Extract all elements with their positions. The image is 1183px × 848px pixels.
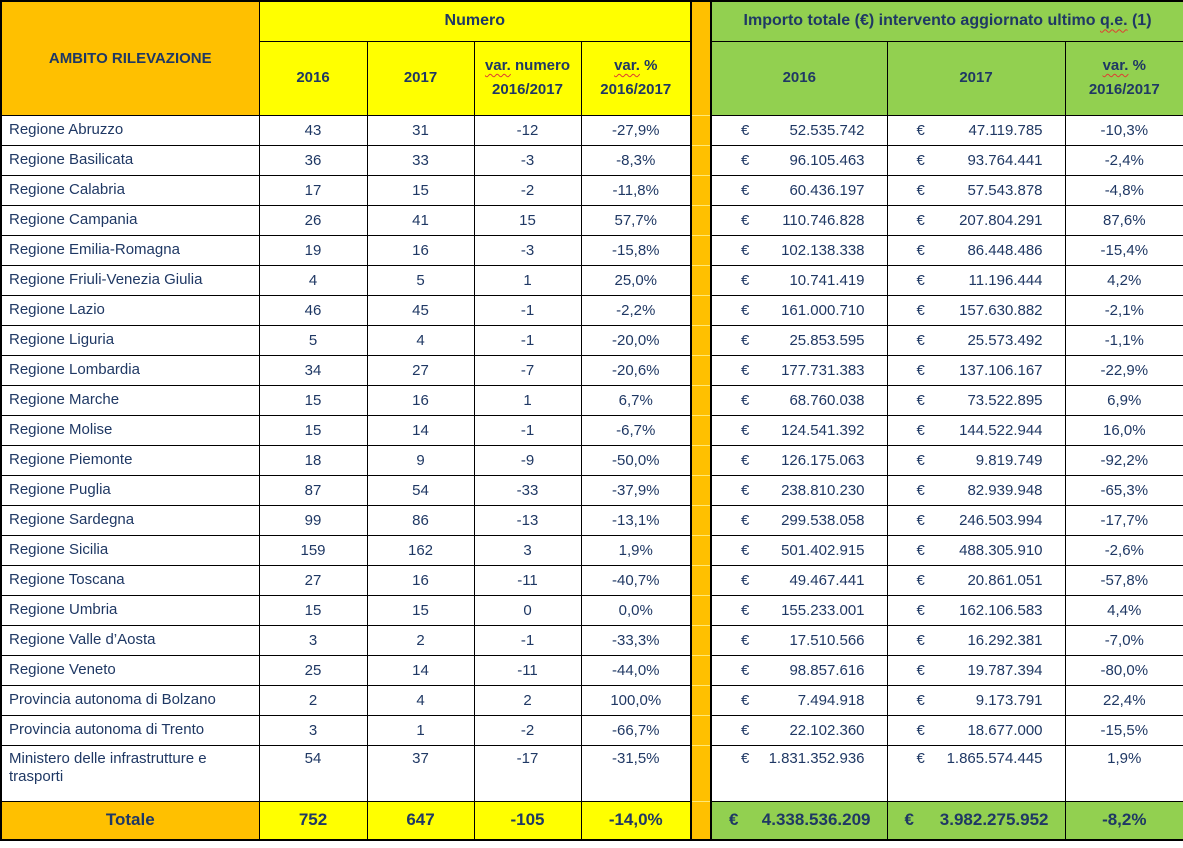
- spellchecked-word: var.: [614, 57, 640, 74]
- row-label: Regione Veneto: [1, 655, 259, 685]
- euro-symbol: €: [741, 421, 750, 439]
- cell-var_pct: 57,7%: [581, 205, 691, 235]
- cell-imp2017: € 73.522.895: [887, 385, 1065, 415]
- cell-n2016: 3: [259, 625, 367, 655]
- total-label: Totale: [1, 801, 259, 840]
- euro-symbol: €: [741, 301, 750, 319]
- table-row: [1, 475, 1183, 505]
- euro-symbol: €: [916, 451, 925, 469]
- cell-var_pct: -44,0%: [581, 655, 691, 685]
- cell-imp2016: € 60.436.197: [711, 175, 887, 205]
- section-separator: [691, 655, 711, 685]
- cell-imp2017: € 488.305.910: [887, 535, 1065, 565]
- cell-n2017: 31: [367, 115, 474, 145]
- cell-imp_var_pct: -15,4%: [1065, 235, 1183, 265]
- cell-var_pct: -50,0%: [581, 445, 691, 475]
- cell-imp2017: € 19.787.394: [887, 655, 1065, 685]
- euro-symbol: €: [916, 631, 925, 649]
- cell-var_pct: -2,2%: [581, 295, 691, 325]
- cell-n2017: 16: [367, 565, 474, 595]
- column-header-ambito: AMBITO RILEVAZIONE: [1, 1, 259, 115]
- row-label: Regione Emilia-Romagna: [1, 235, 259, 265]
- cell-n2017: 33: [367, 145, 474, 175]
- cell-imp2016: € 49.467.441: [711, 565, 887, 595]
- cell-imp2017: € 20.861.051: [887, 565, 1065, 595]
- cell-var_pct: 6,7%: [581, 385, 691, 415]
- cell-imp2017: € 47.119.785: [887, 115, 1065, 145]
- section-separator: [691, 685, 711, 715]
- row-label: Regione Sardegna: [1, 505, 259, 535]
- cell-imp2016: € 52.535.742: [711, 115, 887, 145]
- table-row: [1, 595, 1183, 625]
- section-separator: [691, 745, 711, 801]
- cell-n2017: 27: [367, 355, 474, 385]
- euro-symbol: €: [916, 421, 925, 439]
- cell-imp2017: € 86.448.486: [887, 235, 1065, 265]
- euro-symbol: €: [916, 271, 925, 289]
- table-row: [1, 415, 1183, 445]
- cell-imp2017: € 93.764.441: [887, 145, 1065, 175]
- table-row: [1, 325, 1183, 355]
- row-label: Provincia autonoma di Bolzano: [1, 685, 259, 715]
- column-header: var. % 2016/2017: [581, 41, 691, 115]
- cell-imp2016: € 238.810.230: [711, 475, 887, 505]
- cell-imp2016: € 1.831.352.936: [711, 745, 887, 801]
- cell-imp_var_pct: -22,9%: [1065, 355, 1183, 385]
- euro-symbol: €: [916, 571, 925, 589]
- column-header: 2016: [711, 41, 887, 115]
- row-label: Regione Valle d’Aosta: [1, 625, 259, 655]
- table-row: [1, 505, 1183, 535]
- spellchecked-word: var.: [1102, 57, 1129, 74]
- table-row: [1, 205, 1183, 235]
- row-label: Regione Piemonte: [1, 445, 259, 475]
- cell-var_pct: 100,0%: [581, 685, 691, 715]
- cell-n2017: 5: [367, 265, 474, 295]
- cell-var_numero: 15: [474, 205, 581, 235]
- euro-symbol: €: [741, 511, 750, 529]
- section-separator: [691, 801, 711, 840]
- cell-n2017: 1: [367, 715, 474, 745]
- cell-var_pct: -66,7%: [581, 715, 691, 745]
- cell-var_numero: -11: [474, 565, 581, 595]
- cell-var_pct: -13,1%: [581, 505, 691, 535]
- cell-n2016: 5: [259, 325, 367, 355]
- cell-n2017: 2: [367, 625, 474, 655]
- cell-var_numero: 0: [474, 595, 581, 625]
- cell-n2017: 16: [367, 235, 474, 265]
- euro-symbol: €: [741, 481, 750, 499]
- total-var-pct: -14,0%: [581, 801, 691, 840]
- cell-var_numero: 3: [474, 535, 581, 565]
- section-separator: [691, 475, 711, 505]
- cell-imp2016: € 7.494.918: [711, 685, 887, 715]
- section-separator: [691, 715, 711, 745]
- section-separator: [691, 445, 711, 475]
- table-row: [1, 385, 1183, 415]
- total-imp2016: € 4.338.536.209: [711, 801, 887, 840]
- section-separator: [691, 265, 711, 295]
- cell-var_pct: -15,8%: [581, 235, 691, 265]
- cell-n2017: 14: [367, 415, 474, 445]
- cell-imp2017: € 9.819.749: [887, 445, 1065, 475]
- cell-n2016: 15: [259, 415, 367, 445]
- cell-n2016: 99: [259, 505, 367, 535]
- cell-var_pct: -8,3%: [581, 145, 691, 175]
- cell-n2016: 46: [259, 295, 367, 325]
- section-separator: [691, 235, 711, 265]
- cell-n2016: 34: [259, 355, 367, 385]
- cell-imp2017: € 82.939.948: [887, 475, 1065, 505]
- cell-imp_var_pct: 16,0%: [1065, 415, 1183, 445]
- cell-imp2017: € 157.630.882: [887, 295, 1065, 325]
- cell-var_numero: -7: [474, 355, 581, 385]
- cell-imp2017: € 25.573.492: [887, 325, 1065, 355]
- euro-symbol: €: [916, 481, 925, 499]
- total-var-numero: -105: [474, 801, 581, 840]
- euro-symbol: €: [741, 451, 750, 469]
- euro-symbol: €: [916, 391, 925, 409]
- cell-n2017: 45: [367, 295, 474, 325]
- cell-imp_var_pct: -57,8%: [1065, 565, 1183, 595]
- row-label: Regione Puglia: [1, 475, 259, 505]
- cell-imp2017: € 18.677.000: [887, 715, 1065, 745]
- row-label: Regione Calabria: [1, 175, 259, 205]
- cell-n2017: 162: [367, 535, 474, 565]
- table-row: [1, 625, 1183, 655]
- section-separator: [691, 595, 711, 625]
- euro-symbol: €: [916, 601, 925, 619]
- section-separator: [691, 145, 711, 175]
- euro-symbol: €: [741, 211, 750, 229]
- cell-var_pct: -20,0%: [581, 325, 691, 355]
- cell-imp2017: € 144.522.944: [887, 415, 1065, 445]
- group-header-row: [1, 1, 1183, 41]
- cell-var_numero: -17: [474, 745, 581, 801]
- cell-n2016: 87: [259, 475, 367, 505]
- column-header: var. numero 2016/2017: [474, 41, 581, 115]
- cell-n2016: 27: [259, 565, 367, 595]
- row-label: Regione Molise: [1, 415, 259, 445]
- table-row: [1, 655, 1183, 685]
- cell-var_pct: 25,0%: [581, 265, 691, 295]
- cell-imp_var_pct: 4,4%: [1065, 595, 1183, 625]
- cell-imp_var_pct: -10,3%: [1065, 115, 1183, 145]
- numero-group-title: Numero: [444, 12, 505, 30]
- cell-var_numero: -13: [474, 505, 581, 535]
- cell-imp2017: € 16.292.381: [887, 625, 1065, 655]
- cell-var_numero: -33: [474, 475, 581, 505]
- table-row: [1, 115, 1183, 145]
- cell-n2017: 41: [367, 205, 474, 235]
- table-row: [1, 445, 1183, 475]
- cell-imp2017: € 57.543.878: [887, 175, 1065, 205]
- euro-symbol: €: [741, 181, 750, 199]
- cell-imp_var_pct: -1,1%: [1065, 325, 1183, 355]
- cell-var_pct: 1,9%: [581, 535, 691, 565]
- euro-symbol: €: [916, 151, 925, 169]
- cell-imp2016: € 155.233.001: [711, 595, 887, 625]
- cell-var_numero: -2: [474, 175, 581, 205]
- cell-n2016: 18: [259, 445, 367, 475]
- cell-imp2016: € 299.538.058: [711, 505, 887, 535]
- table-row: [1, 685, 1183, 715]
- total-imp-var-pct: -8,2%: [1065, 801, 1183, 840]
- cell-n2016: 54: [259, 745, 367, 801]
- row-label: Regione Marche: [1, 385, 259, 415]
- row-label: Regione Lazio: [1, 295, 259, 325]
- euro-symbol: €: [741, 631, 750, 649]
- row-label: Regione Friuli-Venezia Giulia: [1, 265, 259, 295]
- section-separator: [691, 355, 711, 385]
- euro-symbol: €: [916, 721, 925, 739]
- cell-n2017: 14: [367, 655, 474, 685]
- cell-n2017: 86: [367, 505, 474, 535]
- cell-n2017: 9: [367, 445, 474, 475]
- cell-imp2017: € 9.173.791: [887, 685, 1065, 715]
- cell-imp_var_pct: -65,3%: [1065, 475, 1183, 505]
- cell-imp2017: € 207.804.291: [887, 205, 1065, 235]
- euro-symbol: €: [916, 241, 925, 259]
- cell-var_pct: -40,7%: [581, 565, 691, 595]
- cell-imp2016: € 102.138.338: [711, 235, 887, 265]
- cell-imp2016: € 96.105.463: [711, 145, 887, 175]
- spellchecked-word: var.: [484, 57, 511, 74]
- table-row: [1, 715, 1183, 745]
- table-row: [1, 175, 1183, 205]
- cell-imp_var_pct: -80,0%: [1065, 655, 1183, 685]
- cell-imp2016: € 161.000.710: [711, 295, 887, 325]
- importo-title-qe: q.e.: [1099, 12, 1128, 30]
- column-header: 2016: [259, 41, 367, 115]
- cell-var_numero: 2: [474, 685, 581, 715]
- euro-symbol: €: [741, 271, 750, 289]
- euro-symbol: €: [916, 661, 925, 679]
- cell-var_numero: 1: [474, 265, 581, 295]
- euro-symbol: €: [741, 601, 750, 619]
- row-label: Regione Lombardia: [1, 355, 259, 385]
- row-label: Regione Basilicata: [1, 145, 259, 175]
- euro-symbol: €: [741, 331, 750, 349]
- cell-n2017: 4: [367, 325, 474, 355]
- euro-symbol: €: [916, 211, 925, 229]
- cell-n2017: 16: [367, 385, 474, 415]
- table-row: [1, 145, 1183, 175]
- cell-var_numero: -1: [474, 295, 581, 325]
- cell-n2016: 15: [259, 385, 367, 415]
- cell-imp2016: € 501.402.915: [711, 535, 887, 565]
- cell-imp2016: € 17.510.566: [711, 625, 887, 655]
- column-header: 2017: [367, 41, 474, 115]
- cell-n2016: 17: [259, 175, 367, 205]
- euro-symbol: €: [916, 541, 925, 559]
- cell-imp2016: € 68.760.038: [711, 385, 887, 415]
- cell-imp_var_pct: 4,2%: [1065, 265, 1183, 295]
- cell-var_pct: -37,9%: [581, 475, 691, 505]
- cell-n2016: 43: [259, 115, 367, 145]
- cell-imp_var_pct: 87,6%: [1065, 205, 1183, 235]
- importo-title-pre: Importo totale (€) intervento aggiornato ultimo: [743, 12, 1100, 30]
- importo-title-post: (1): [1127, 12, 1152, 30]
- cell-imp2016: € 110.746.828: [711, 205, 887, 235]
- total-imp2017: € 3.982.275.952: [887, 801, 1065, 840]
- cell-n2016: 2: [259, 685, 367, 715]
- section-separator: [691, 565, 711, 595]
- cell-var_numero: -1: [474, 415, 581, 445]
- table-row: [1, 295, 1183, 325]
- cell-imp_var_pct: 22,4%: [1065, 685, 1183, 715]
- cell-imp2016: € 25.853.595: [711, 325, 887, 355]
- table-row: [1, 535, 1183, 565]
- cell-var_pct: -6,7%: [581, 415, 691, 445]
- section-separator: [691, 325, 711, 355]
- euro-symbol: €: [916, 301, 925, 319]
- cell-imp_var_pct: 6,9%: [1065, 385, 1183, 415]
- section-separator: [691, 385, 711, 415]
- cell-imp_var_pct: -17,7%: [1065, 505, 1183, 535]
- importo-group-header: [711, 1, 1183, 41]
- cell-imp2016: € 22.102.360: [711, 715, 887, 745]
- table-row: [1, 235, 1183, 265]
- cell-n2016: 3: [259, 715, 367, 745]
- euro-symbol: €: [729, 810, 739, 830]
- cell-imp_var_pct: -4,8%: [1065, 175, 1183, 205]
- euro-symbol: €: [916, 511, 925, 529]
- euro-symbol: €: [741, 241, 750, 259]
- row-label: Regione Campania: [1, 205, 259, 235]
- euro-symbol: €: [741, 121, 750, 139]
- cell-imp2016: € 124.541.392: [711, 415, 887, 445]
- cell-imp2016: € 177.731.383: [711, 355, 887, 385]
- cell-n2016: 25: [259, 655, 367, 685]
- cell-n2016: 26: [259, 205, 367, 235]
- section-separator: [691, 535, 711, 565]
- section-separator: [691, 415, 711, 445]
- cell-n2017: 54: [367, 475, 474, 505]
- euro-symbol: €: [916, 361, 925, 379]
- cell-imp_var_pct: -2,1%: [1065, 295, 1183, 325]
- cell-n2017: 15: [367, 595, 474, 625]
- euro-symbol: €: [916, 749, 925, 767]
- cell-imp2016: € 10.741.419: [711, 265, 887, 295]
- cell-n2017: 37: [367, 745, 474, 801]
- cell-imp2016: € 126.175.063: [711, 445, 887, 475]
- euro-symbol: €: [916, 331, 925, 349]
- cell-n2016: 4: [259, 265, 367, 295]
- cell-imp2017: € 246.503.994: [887, 505, 1065, 535]
- euro-symbol: €: [741, 361, 750, 379]
- column-header: var. % 2016/2017: [1065, 41, 1183, 115]
- row-label: Regione Toscana: [1, 565, 259, 595]
- cell-var_numero: -11: [474, 655, 581, 685]
- section-separator: [691, 175, 711, 205]
- cell-var_pct: -11,8%: [581, 175, 691, 205]
- cell-var_numero: -2: [474, 715, 581, 745]
- cell-imp2017: € 11.196.444: [887, 265, 1065, 295]
- section-separator: [691, 625, 711, 655]
- cell-imp_var_pct: -7,0%: [1065, 625, 1183, 655]
- cell-imp_var_pct: 1,9%: [1065, 745, 1183, 801]
- cell-imp_var_pct: -15,5%: [1065, 715, 1183, 745]
- cell-imp_var_pct: -2,6%: [1065, 535, 1183, 565]
- column-header: 2017: [887, 41, 1065, 115]
- cell-var_numero: -9: [474, 445, 581, 475]
- euro-symbol: €: [741, 661, 750, 679]
- numero-group-header: [259, 1, 691, 41]
- table-row: [1, 265, 1183, 295]
- cell-n2017: 4: [367, 685, 474, 715]
- cell-var_numero: -3: [474, 235, 581, 265]
- section-separator: [691, 505, 711, 535]
- euro-symbol: €: [741, 691, 750, 709]
- section-separator: [691, 295, 711, 325]
- cell-var_numero: -12: [474, 115, 581, 145]
- cell-var_numero: -1: [474, 325, 581, 355]
- cell-n2016: 15: [259, 595, 367, 625]
- cell-imp2017: € 162.106.583: [887, 595, 1065, 625]
- cell-n2016: 36: [259, 145, 367, 175]
- cell-imp_var_pct: -2,4%: [1065, 145, 1183, 175]
- cell-var_numero: -3: [474, 145, 581, 175]
- cell-var_pct: -33,3%: [581, 625, 691, 655]
- section-separator: [691, 115, 711, 145]
- cell-imp2017: € 137.106.167: [887, 355, 1065, 385]
- euro-symbol: €: [741, 721, 750, 739]
- cell-n2016: 19: [259, 235, 367, 265]
- table-row: [1, 745, 1183, 801]
- euro-symbol: €: [916, 691, 925, 709]
- cell-var_pct: -31,5%: [581, 745, 691, 801]
- cell-n2016: 159: [259, 535, 367, 565]
- cell-imp2017: € 1.865.574.445: [887, 745, 1065, 801]
- total-n2016: 752: [259, 801, 367, 840]
- euro-symbol: €: [741, 541, 750, 559]
- row-label: Regione Umbria: [1, 595, 259, 625]
- cell-var_pct: -20,6%: [581, 355, 691, 385]
- euro-symbol: €: [916, 121, 925, 139]
- cell-var_pct: 0,0%: [581, 595, 691, 625]
- cell-imp_var_pct: -92,2%: [1065, 445, 1183, 475]
- table-row: [1, 355, 1183, 385]
- euro-symbol: €: [904, 810, 914, 830]
- row-label: Regione Abruzzo: [1, 115, 259, 145]
- euro-symbol: €: [741, 571, 750, 589]
- euro-symbol: €: [916, 181, 925, 199]
- row-label: Ministero delle infrastrutture e trasporti: [1, 745, 259, 801]
- section-separator: [691, 1, 711, 115]
- row-label: Regione Sicilia: [1, 535, 259, 565]
- total-n2017: 647: [367, 801, 474, 840]
- euro-symbol: €: [741, 749, 750, 767]
- table-row: [1, 565, 1183, 595]
- total-row: [1, 801, 1183, 840]
- euro-symbol: €: [741, 391, 750, 409]
- row-label: Regione Liguria: [1, 325, 259, 355]
- section-separator: [691, 205, 711, 235]
- cell-var_numero: 1: [474, 385, 581, 415]
- cell-imp2016: € 98.857.616: [711, 655, 887, 685]
- cell-var_pct: -27,9%: [581, 115, 691, 145]
- cell-var_numero: -1: [474, 625, 581, 655]
- cell-n2017: 15: [367, 175, 474, 205]
- euro-symbol: €: [741, 151, 750, 169]
- row-label: Provincia autonoma di Trento: [1, 715, 259, 745]
